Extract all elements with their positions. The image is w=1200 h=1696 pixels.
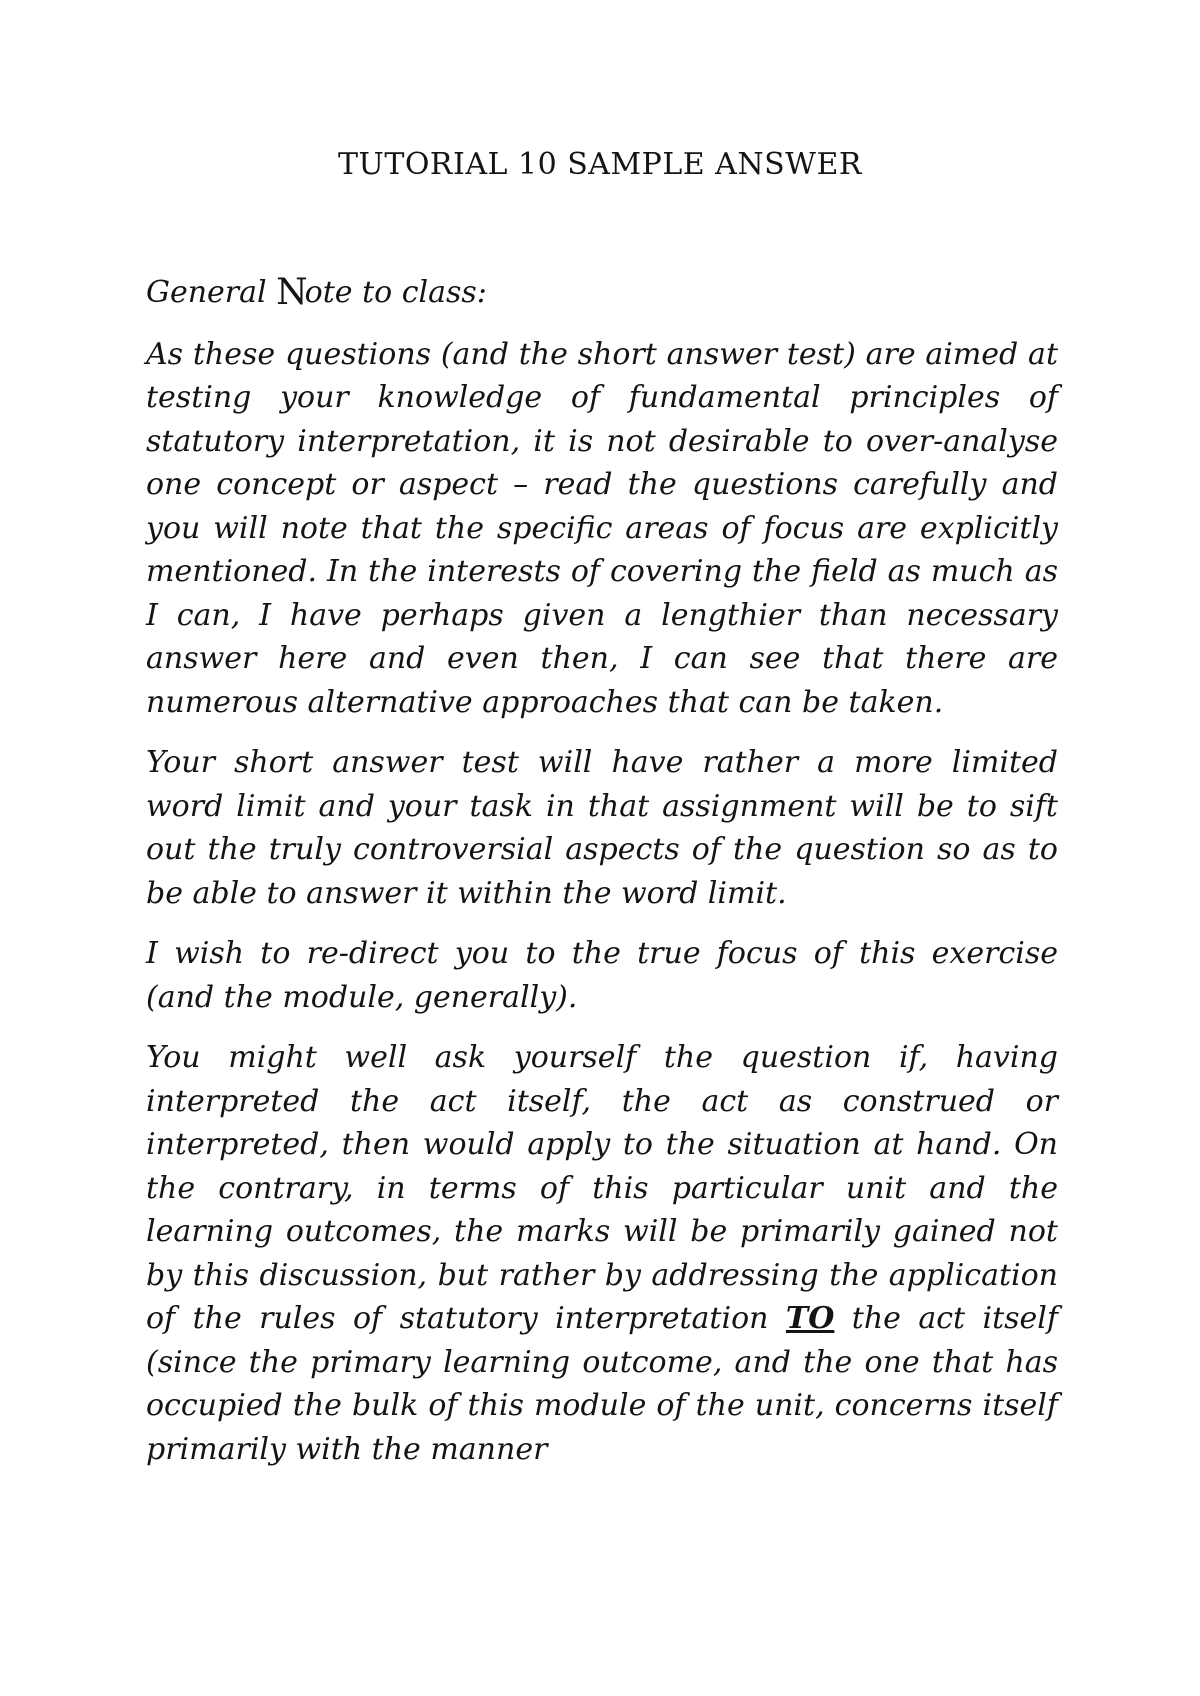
note-heading-capital: N (276, 272, 308, 313)
paragraph-intro: As these questions (and the short answer test) are aimed at testing your knowledge of fundamental principles of statutory interpretation, it is not desirable to over-analyse one concept or aspect – read the questions carefully and you will note that the specific areas of focus are explicitly mentioned. In the interests of covering the field as much as I can, I have perhaps given a lengthier than necessary answer here and even then, I can see that there are numerous alternative approaches that can be taken. (146, 336, 1058, 720)
paragraph-word-limit: Your short answer test will have rather a more limited word limit and your task in that assignment will be to sift out the truly controversial aspects of the question so as to be able to answer it within the word limit. (146, 745, 1058, 911)
paragraph-application (146, 1036, 1058, 1471)
note-heading (146, 271, 1058, 315)
document-body (146, 271, 1058, 1488)
emphasis-to: TO (785, 1301, 835, 1336)
document-title: TUTORIAL 10 SAMPLE ANSWER (338, 147, 862, 182)
paragraph-application-start: You might well ask yourself the question if, having interpreted the act itself, the act as construed or interpreted, then would apply to the situation at hand. On the contrary, in terms of this particular unit and the learning outcomes, the marks will be primarily gained not by this discussion, but rather by addressing the application of the rules of statutory interpretation (146, 1040, 1058, 1336)
paragraph-application-end: the act itself (since the primary learning outcome, and the one that has occupied the bulk of this module of the unit, concerns itself primarily with the manner (146, 1301, 1059, 1467)
note-heading-prefix: General (146, 275, 277, 310)
note-heading-suffix: ote to class: (304, 275, 487, 310)
paragraph-focus: I wish to re-direct you to the true focus of this exercise (and the module, generally). (146, 936, 1058, 1015)
